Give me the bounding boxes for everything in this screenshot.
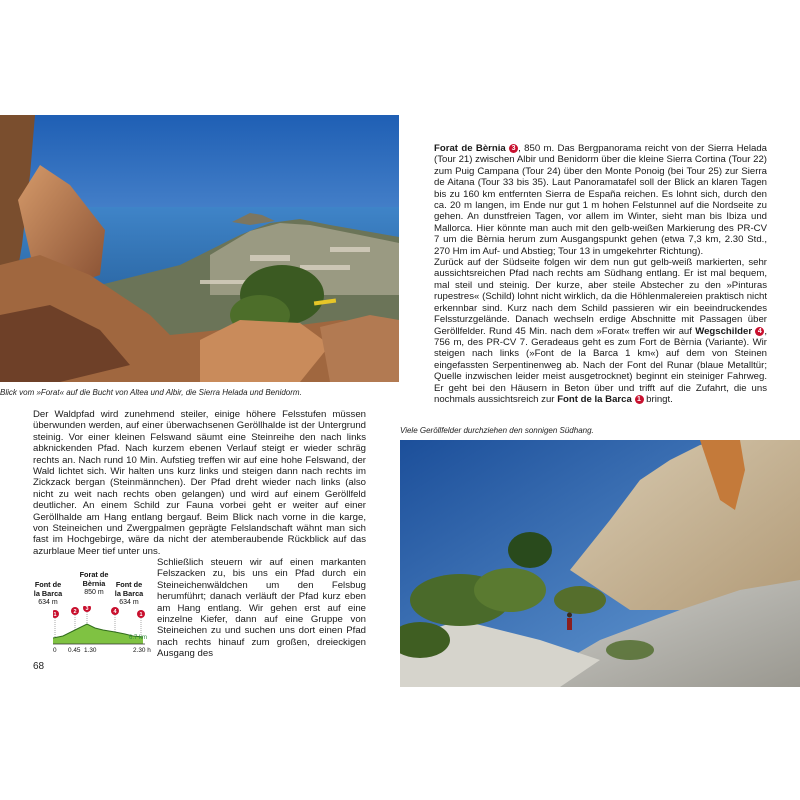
- profile-peak-name-2: Bèrnia: [82, 579, 106, 588]
- profile-marker-text-2: 2: [73, 609, 77, 615]
- font-de-la-barca-title: Font de la Barca: [557, 393, 632, 405]
- profile-tick-1: 0.45: [68, 647, 81, 654]
- profile-peak-label: [76, 571, 112, 597]
- south-slope-illustration: [400, 440, 800, 687]
- waypoint-marker-4: 4: [755, 327, 764, 336]
- profile-peak-name-1: Forat de: [79, 570, 109, 579]
- forat-view-illustration: [0, 115, 399, 382]
- profile-end-label: [113, 581, 145, 607]
- waypoint-marker-3: 3: [509, 144, 518, 153]
- right-main-text: [434, 143, 767, 405]
- profile-marker-text-5: 1: [139, 612, 143, 618]
- forat-view-photo: [0, 115, 399, 382]
- forat-de-bernia-title: Forat de Bèrnia: [434, 143, 506, 154]
- profile-marker-text-1: 1: [53, 612, 57, 618]
- forat-text: , 850 m. Das Bergpanorama reicht von der Sierra Helada (Tour 21) zwischen Albir und Benidorm über die kleine Sierra Cortina (Tour 22) zum Puig Campana (Tour 24) über den Monte Ponoig (bei Tour 25) zur Sierra de Aitana (Tour 33 bis 35). Laut Panoramatafel soll der Blick an klaren Tagen bis zu 160 km entfernten Sierra de España reichen. Es lohnt sich, durch den ca. 20 m langen, im Ende nur gut 1 m hohen Felstunnel auf die Nordseite zu gehen. An dunstfreien Tagen, vor allem im Winter, sieht man bis Ibiza und Mallorca. Hier könnte man auch mit den gelb-weißen Markierung des PR-CV 7 um die Bèrnia herum zum Ausgangspunkt gehen (etwa 7,3 km, 2.30 Std., 270 Hm im Auf- und Abstieg; Tour 13 in umgekehrter Richtung).: [434, 143, 767, 257]
- body-paragraph-felszacken: Schließlich steuern wir auf einen markanten Felszacken zu, bis uns ein Pfad durch ein Steineichenwäldchen um den Felsbug herumführt; danach verläuft der Pfad kurz eben am Hang entlang. Wir gehen erst auf eine einzelne Kiefer, dann auf eine Gruppe von Steineichen zu und suchen uns dort einen Pfad nach rechts hinauf zum großen, dreieckigen Ausgang des: [157, 557, 366, 660]
- right-photo-caption: Viele Geröllfelder durchziehen den sonnigen Südhang.: [400, 426, 594, 435]
- sudseite-text-a: Zurück auf der Südseite folgen wir dem nun gut gelb-weiß markierten, sehr aussichtsreichen Pfad nach rechts am Südhang entlang. Er ist mal bequem, mal steil und steinig. Der kurze, aber steile Abstecher zu den »Pinturas rupestres« (Schild) lohnt nicht wirklich, da die Höhlenmalereien praktisch nicht erkennbar sind. Kurz nach dem Schild passieren wir ein beeindruckendes Felssturzgelände. Danach wechseln erdige Abschnitte mit Passagen über Geröllfelder. Rund 45 Min. nach dem »Forat« treffen wir auf: [434, 257, 767, 337]
- sudseite-text-b: , 756 m, des PR-CV 7. Geradeaus geht es zum Fort de Bèrnia (Variante). Wir steigen nach links (»Font de la Barca 1 km«) auf dem von Steinen eingefassten Serpentinenweg ab. Nach der Font del Runar (blaue Metalltür; Quelle inzwischen leider meist ausgetrocknet) beginnt ein steiniger Fahrweg. Er geht bei den Häusern in Beton über und trifft auf die Zufahrt, die uns nochmals aussichtsreich zur: [434, 325, 767, 405]
- elevation-profile: [33, 568, 153, 658]
- page-number: 68: [33, 661, 45, 672]
- profile-marker-text-3: 3: [85, 606, 89, 612]
- body-paragraph-forat: [434, 143, 767, 257]
- profile-peak-alt: 850 m: [84, 589, 104, 596]
- profile-distance: 6.7 km: [129, 635, 148, 641]
- left-main-paragraph: [33, 409, 366, 557]
- south-slope-photo: [400, 440, 800, 687]
- wegschilder-title: Wegschilder: [695, 325, 753, 337]
- body-paragraph-waldpfad: Der Waldpfad wird zunehmend steiler, einige höhere Felsstufen müssen überwunden werden, auf einer überwachsenen Geröllhalde ist der Untergrund steinig. Vor einer kleinen Felswand säumt eine Steinreihe den nach links abknickenden Pfad. Nach kurzem ebenen Verlauf steigt er wieder schräg rechts an. Nach rund 10 Min. Aufstieg treffen wir auf eine hohe Felswand, der Wald lichtet sich. Wir halten uns kurz links und steigen dann nach rechts im Zickzack bergan (Steinmännchen). Der Pfad dreht wieder nach links (also nicht zu weit nach rechts oben gelangen) und wird auf einem Geröllfeld deutlicher. An einem Schild zur Fauna vorbei geht er weiter auf einer Geröllhalde am Hang entlang bergauf. Beim Blick nach vorne in die karge, von Steineichen und Zwergpalmen geprägte Felslandschaft wähnt man sich fast im Hochgebirge, wäre da nicht der atemberaubende Rückblick auf das azurblaue Meer tief unter uns.: [33, 409, 366, 557]
- left-side-paragraph: [157, 557, 366, 660]
- profile-end-name-1: Font de: [115, 580, 143, 589]
- waypoint-marker-1: 1: [635, 395, 644, 404]
- profile-start-name-1: Font de: [34, 580, 62, 589]
- body-paragraph-sudseite: [434, 257, 767, 405]
- profile-end-alt: 634 m: [119, 599, 139, 606]
- profile-start-alt: 634 m: [38, 599, 58, 606]
- profile-tick-2: 1.30: [84, 647, 97, 654]
- profile-marker-text-4: 4: [113, 609, 117, 615]
- left-photo-caption: Blick vom »Forat« auf die Bucht von Altea und Albir, die Sierra Helada und Benidorm.: [0, 388, 302, 397]
- profile-markers: [53, 606, 145, 618]
- profile-tick-3: 2.30 h: [133, 647, 151, 654]
- profile-start-label: [33, 581, 63, 607]
- profile-start-name-2: la Barca: [33, 589, 63, 598]
- profile-tick-0: 0: [53, 647, 57, 654]
- sudseite-end: bringt.: [643, 393, 673, 405]
- profile-chart: [53, 606, 153, 648]
- profile-end-name-2: la Barca: [114, 589, 144, 598]
